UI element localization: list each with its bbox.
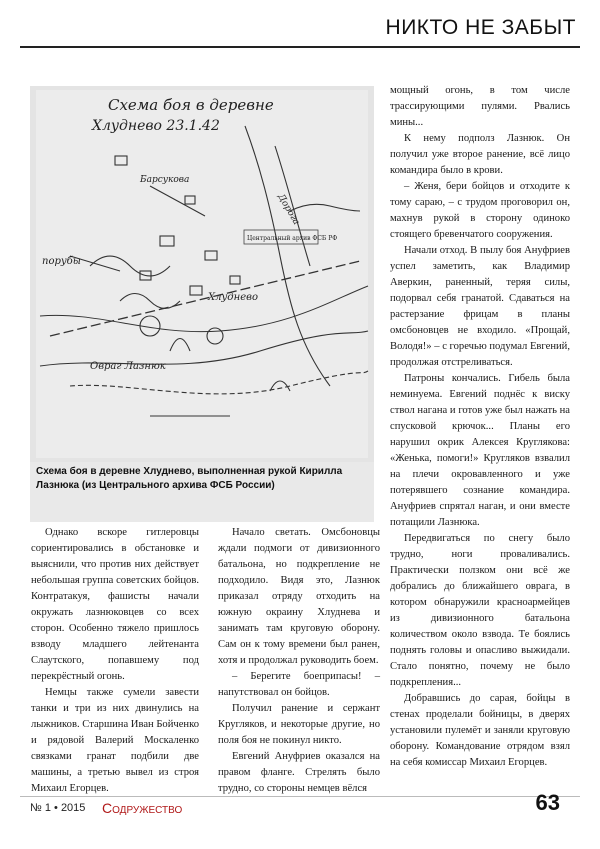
paragraph: Добравшись до сарая, бойцы в стенах проделали бойницы, в дверях установили пулемёт и заняли круговую оборону. Командование отрядом взял на себя комиссар Михаил Егорцев. [390, 693, 570, 768]
magazine-name: Содружество [102, 800, 183, 816]
sketch-stamp: Центральный архив ФСБ РФ [247, 235, 338, 242]
paragraph: Патроны кончались. Гибель была неминуема. Евгений поднёс к виску ствол нагана и готов уже был нажать на спусковой крючок... Планы его нарушил окрик Алексея Круглякова: «Женька, помоги!» Кругляков взвалил на плечи окровавленного и уже потерявшего сознание командира. Ануфриев спрятал наган, и они вместе потащили Лазнюка. [390, 373, 570, 528]
header-rule [20, 46, 580, 48]
sketch-title-line1: Схема боя в деревне [108, 96, 274, 114]
paragraph: Передвигаться по снегу было трудно, ноги проваливались. Практически ползком они всё же добрались до ближайшего оврага, в котором обнаружили красноармейцев из дивизионного батальона количеством около взвода. Те боялись поднять головы и опасливо выжидали. Стало понятно, почему не было подкрепления... [390, 533, 570, 688]
paragraph: Евгений Ануфриев оказался на правом фланге. Стрелять было трудно, со стороны немцев вёлся [218, 751, 380, 794]
figure-caption: Схема боя в деревне Хлуднево, выполненная рукой Кирилла Лазнюка (из Центрального архива ФСБ России) [36, 466, 343, 491]
sketch-label-road: Дорога [275, 192, 301, 227]
paragraph: – Женя, бери бойцов и отходите к тому сараю, – с трудом проговорил он, махнув рукой в сторону одиноко стоящего бревенчатого сооружения. [390, 181, 570, 240]
paragraph: мощный огонь, в том числе трассирующими пулями. Рвались мины... [390, 85, 570, 128]
sketch-label-barsukova: Барсукова [140, 175, 190, 185]
battle-sketch-image [30, 86, 374, 462]
page-number: 63 [535, 790, 560, 815]
section-title: НИКТО НЕ ЗАБЫТ [385, 16, 576, 39]
paragraph: К нему подполз Лазнюк. Он получил уже второе ранение, всё лицо командира было в крови. [390, 133, 570, 176]
paragraph: – Берегите боеприпасы! – напутствовал он бойцов. [218, 671, 380, 698]
text-column-3 [390, 83, 570, 771]
paragraph: Получил ранение и сержант Кругляков, и некоторые другие, но поля боя не покинул никто. [218, 703, 380, 746]
text-column-2 [218, 525, 380, 797]
paragraph: Начали отход. В пылу боя Ануфриев успел заметить, как Владимир Аверкин, раненный, теряя силы, подорвал себя гранатой. Сдаваться на растерзание фрицам в планы омсбоновцев не входило. «Прощай, Володя!» – с горечью подумал Евгений, продолжая отстреливаться. [390, 245, 570, 368]
footer-rule [20, 796, 580, 797]
paragraph: Однако вскоре гитлеровцы сориентировались в обстановке и выяснили, что против них действует небольшая группа советских бойцов. Контратакуя, фашисты начали окружать лазнюковцев со всех сторон. Особенно тяжело пришлось взводу младшего лейтенанта Слаутского, попавшему под перекрёстный огонь. [31, 527, 199, 682]
paragraph: Начало светать. Омсбоновцы ждали подмоги от дивизионного батальона, но подкрепление не подходило. Видя это, Лазнюк приказал отряду отходить на южную окраину Хлуднева и занимать там круговую оборону. Сам он к тому времени был ранен, хотя и продолжал руководить боем. [218, 527, 380, 666]
text-column-1 [31, 525, 199, 797]
sketch-label-ovrag: Овраг Лазнюк [90, 361, 166, 372]
sketch-label-khludnevo: Хлуднево [208, 292, 258, 303]
battle-sketch-figure [30, 86, 374, 522]
sketch-label-porubi: порубы [42, 256, 81, 267]
paragraph: Немцы также сумели завести танки и три из них двинулись на лыжников. Старшина Иван Бойченко и рядовой Валерий Москаленко связками гранат подбили две машины, а третью вывел из строя Михаил Егорцев. [31, 687, 199, 794]
sketch-title-line2: Хлуднево 23.1.42 [92, 118, 220, 134]
issue-number: № 1 • 2015 [30, 802, 86, 814]
